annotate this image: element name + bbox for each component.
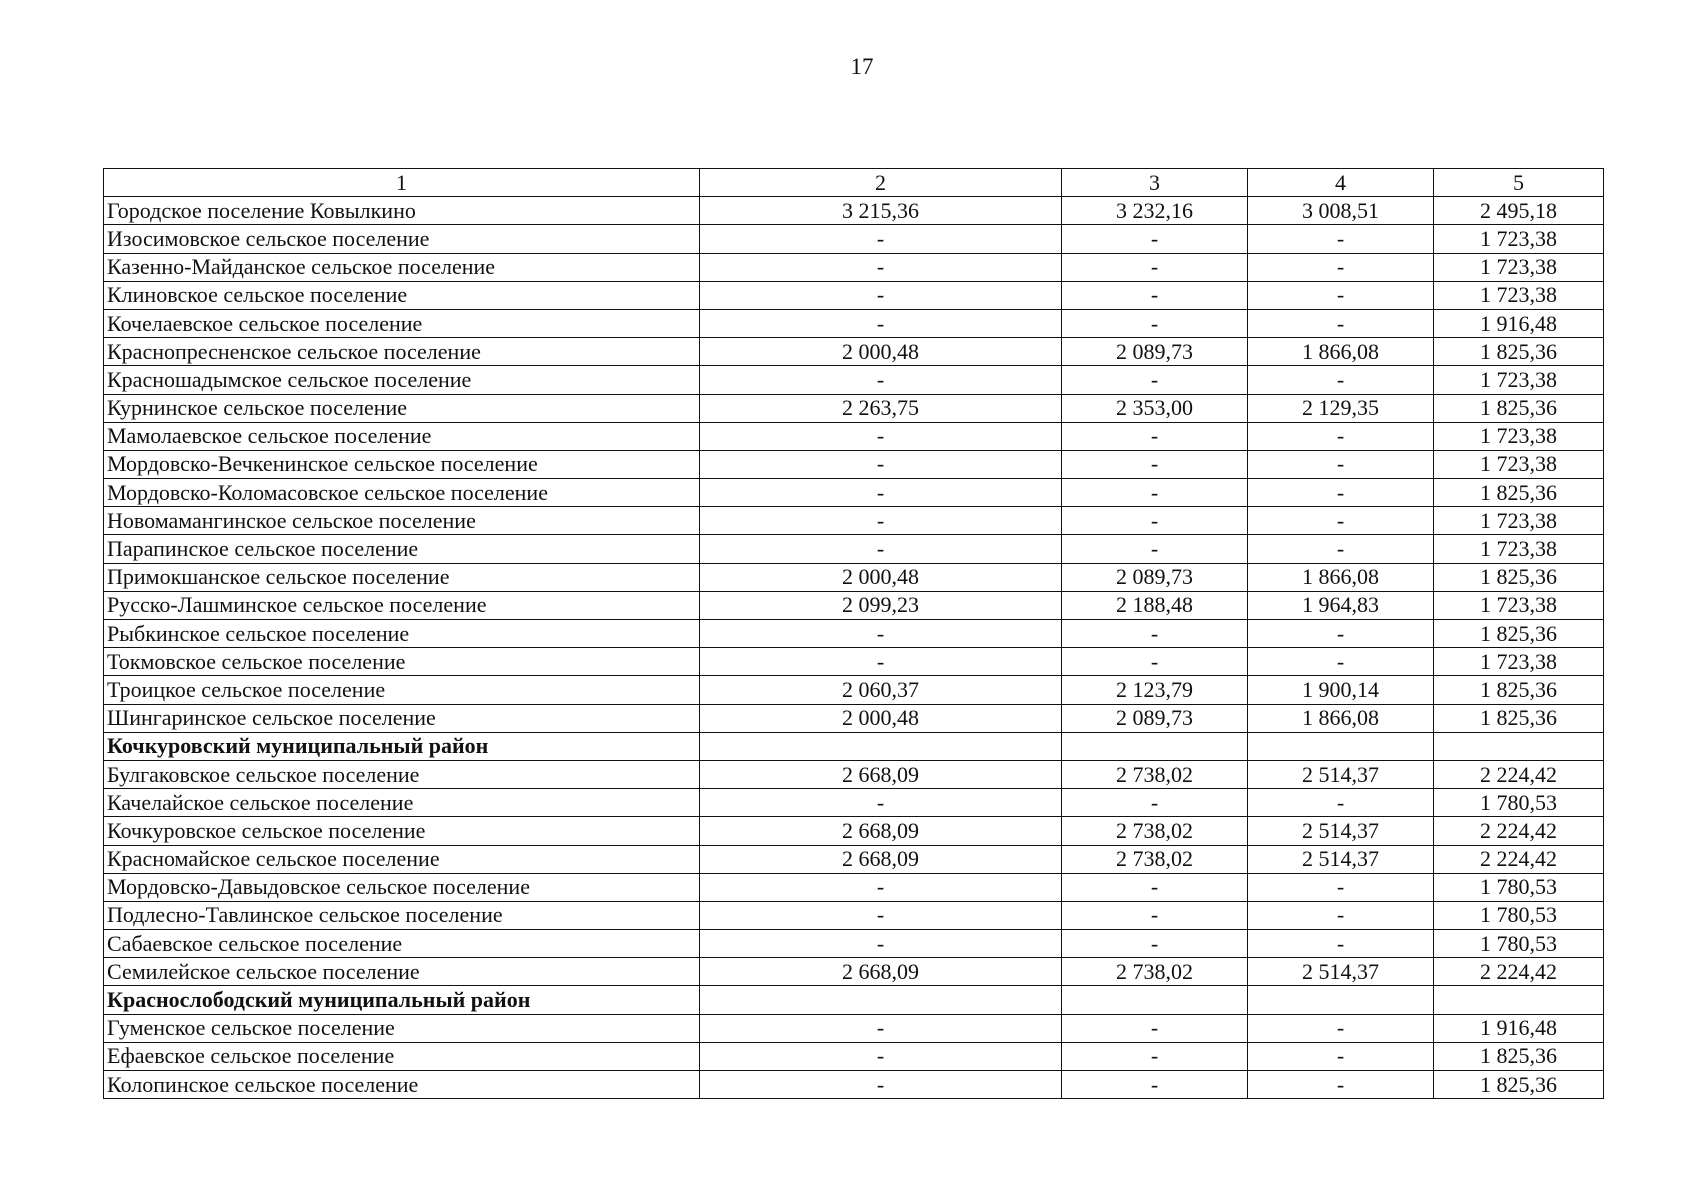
table-row bbox=[104, 1042, 1604, 1070]
settlement-name-cell: Троицкое сельское поселение bbox=[104, 676, 700, 704]
value-cell-col4: - bbox=[1248, 535, 1434, 563]
value-cell-col2: 2 668,09 bbox=[700, 958, 1062, 986]
settlement-name-cell: Казенно-Майданское сельское поселение bbox=[104, 253, 700, 281]
value-cell-col2: - bbox=[700, 309, 1062, 337]
table-row bbox=[104, 958, 1604, 986]
value-cell-col4: 2 129,35 bbox=[1248, 394, 1434, 422]
value-cell-col3 bbox=[1062, 986, 1248, 1014]
value-cell-col2: - bbox=[700, 281, 1062, 309]
value-cell-col5 bbox=[1434, 986, 1604, 1014]
table-row bbox=[104, 479, 1604, 507]
settlement-name-cell: Кочкуровское сельское поселение bbox=[104, 817, 700, 845]
value-cell-col2: 2 060,37 bbox=[700, 676, 1062, 704]
value-cell-col2: - bbox=[700, 930, 1062, 958]
value-cell-col3: - bbox=[1062, 901, 1248, 929]
value-cell-col5: 1 723,38 bbox=[1434, 535, 1604, 563]
column-header-3: 3 bbox=[1062, 169, 1248, 197]
value-cell-col4: - bbox=[1248, 1014, 1434, 1042]
table-row bbox=[104, 845, 1604, 873]
value-cell-col2: - bbox=[700, 1071, 1062, 1099]
value-cell-col3 bbox=[1062, 732, 1248, 760]
settlement-name-cell: Токмовское сельское поселение bbox=[104, 648, 700, 676]
settlement-name-cell: Кочелаевское сельское поселение bbox=[104, 309, 700, 337]
value-cell-col4: - bbox=[1248, 281, 1434, 309]
table-row bbox=[104, 930, 1604, 958]
table-row bbox=[104, 704, 1604, 732]
value-cell-col3: - bbox=[1062, 366, 1248, 394]
settlement-name-cell: Мордовско-Вечкенинское сельское поселение bbox=[104, 450, 700, 478]
table-row bbox=[104, 760, 1604, 788]
value-cell-col4: - bbox=[1248, 789, 1434, 817]
value-cell-col5: 1 723,38 bbox=[1434, 591, 1604, 619]
value-cell-col2: 2 000,48 bbox=[700, 338, 1062, 366]
value-cell-col5: 2 224,42 bbox=[1434, 817, 1604, 845]
settlement-name-cell: Колопинское сельское поселение bbox=[104, 1071, 700, 1099]
value-cell-col5: 1 723,38 bbox=[1434, 422, 1604, 450]
settlement-name-cell: Примокшанское сельское поселение bbox=[104, 563, 700, 591]
value-cell-col4: - bbox=[1248, 366, 1434, 394]
table-row bbox=[104, 225, 1604, 253]
value-cell-col2: - bbox=[700, 648, 1062, 676]
value-cell-col3: - bbox=[1062, 620, 1248, 648]
value-cell-col5: 1 780,53 bbox=[1434, 789, 1604, 817]
value-cell-col2: - bbox=[700, 450, 1062, 478]
value-cell-col4: - bbox=[1248, 479, 1434, 507]
column-header-4: 4 bbox=[1248, 169, 1434, 197]
value-cell-col4: 2 514,37 bbox=[1248, 817, 1434, 845]
value-cell-col5: 1 916,48 bbox=[1434, 309, 1604, 337]
value-cell-col2: 2 668,09 bbox=[700, 817, 1062, 845]
value-cell-col2: - bbox=[700, 253, 1062, 281]
value-cell-col5: 1 825,36 bbox=[1434, 676, 1604, 704]
value-cell-col3: - bbox=[1062, 309, 1248, 337]
value-cell-col5: 1 780,53 bbox=[1434, 873, 1604, 901]
value-cell-col5: 1 825,36 bbox=[1434, 704, 1604, 732]
value-cell-col5: 2 495,18 bbox=[1434, 197, 1604, 225]
value-cell-col4: 1 900,14 bbox=[1248, 676, 1434, 704]
value-cell-col2: 2 000,48 bbox=[700, 704, 1062, 732]
value-cell-col4: 1 866,08 bbox=[1248, 563, 1434, 591]
settlement-name-cell: Новомамангинское сельское поселение bbox=[104, 507, 700, 535]
value-cell-col4: - bbox=[1248, 648, 1434, 676]
table-row bbox=[104, 563, 1604, 591]
table-row bbox=[104, 1014, 1604, 1042]
value-cell-col3: - bbox=[1062, 648, 1248, 676]
value-cell-col4: - bbox=[1248, 507, 1434, 535]
value-cell-col5: 1 723,38 bbox=[1434, 366, 1604, 394]
value-cell-col5: 1 825,36 bbox=[1434, 1071, 1604, 1099]
settlement-name-cell: Шингаринское сельское поселение bbox=[104, 704, 700, 732]
settlement-name-cell: Краснопресненское сельское поселение bbox=[104, 338, 700, 366]
table-section-row bbox=[104, 986, 1604, 1014]
value-cell-col3: - bbox=[1062, 1014, 1248, 1042]
settlement-name-cell: Парапинское сельское поселение bbox=[104, 535, 700, 563]
value-cell-col5: 1 825,36 bbox=[1434, 479, 1604, 507]
value-cell-col5: 1 723,38 bbox=[1434, 450, 1604, 478]
table-row bbox=[104, 591, 1604, 619]
settlement-name-cell: Качелайское сельское поселение bbox=[104, 789, 700, 817]
value-cell-col3: - bbox=[1062, 507, 1248, 535]
value-cell-col3: 2 353,00 bbox=[1062, 394, 1248, 422]
table-row bbox=[104, 450, 1604, 478]
value-cell-col2: 2 099,23 bbox=[700, 591, 1062, 619]
value-cell-col3: 2 738,02 bbox=[1062, 817, 1248, 845]
settlement-name-cell: Сабаевское сельское поселение bbox=[104, 930, 700, 958]
value-cell-col2: - bbox=[700, 422, 1062, 450]
value-cell-col4: 1 964,83 bbox=[1248, 591, 1434, 619]
value-cell-col3: - bbox=[1062, 873, 1248, 901]
value-cell-col2 bbox=[700, 986, 1062, 1014]
table-row bbox=[104, 338, 1604, 366]
value-cell-col5: 1 825,36 bbox=[1434, 620, 1604, 648]
value-cell-col4: 1 866,08 bbox=[1248, 704, 1434, 732]
value-cell-col4: - bbox=[1248, 873, 1434, 901]
value-cell-col3: - bbox=[1062, 479, 1248, 507]
value-cell-col2: - bbox=[700, 507, 1062, 535]
value-cell-col2: 2 668,09 bbox=[700, 760, 1062, 788]
value-cell-col4: - bbox=[1248, 422, 1434, 450]
table-row bbox=[104, 901, 1604, 929]
value-cell-col3: 2 089,73 bbox=[1062, 338, 1248, 366]
settlement-name-cell: Городское поселение Ковылкино bbox=[104, 197, 700, 225]
value-cell-col4 bbox=[1248, 732, 1434, 760]
settlement-name-cell: Красномайское сельское поселение bbox=[104, 845, 700, 873]
value-cell-col4: 3 008,51 bbox=[1248, 197, 1434, 225]
table-row bbox=[104, 281, 1604, 309]
settlement-name-cell: Мордовско-Коломасовское сельское поселение bbox=[104, 479, 700, 507]
value-cell-col3: - bbox=[1062, 1042, 1248, 1070]
table-row bbox=[104, 789, 1604, 817]
value-cell-col4: 2 514,37 bbox=[1248, 760, 1434, 788]
value-cell-col2: - bbox=[700, 1014, 1062, 1042]
settlement-name-cell: Мамолаевское сельское поселение bbox=[104, 422, 700, 450]
settlement-name-cell: Кочкуровский муниципальный район bbox=[104, 732, 700, 760]
value-cell-col4: 2 514,37 bbox=[1248, 958, 1434, 986]
value-cell-col5: 1 723,38 bbox=[1434, 225, 1604, 253]
value-cell-col5: 1 825,36 bbox=[1434, 563, 1604, 591]
value-cell-col3: 2 188,48 bbox=[1062, 591, 1248, 619]
value-cell-col4: - bbox=[1248, 253, 1434, 281]
value-cell-col4 bbox=[1248, 986, 1434, 1014]
value-cell-col4: - bbox=[1248, 225, 1434, 253]
value-cell-col5: 1 723,38 bbox=[1434, 648, 1604, 676]
value-cell-col2: - bbox=[700, 225, 1062, 253]
value-cell-col5: 1 825,36 bbox=[1434, 1042, 1604, 1070]
column-header-5: 5 bbox=[1434, 169, 1604, 197]
table-row bbox=[104, 394, 1604, 422]
settlement-name-cell: Семилейское сельское поселение bbox=[104, 958, 700, 986]
value-cell-col3: - bbox=[1062, 422, 1248, 450]
value-cell-col5: 1 723,38 bbox=[1434, 281, 1604, 309]
value-cell-col4: - bbox=[1248, 1071, 1434, 1099]
value-cell-col2: 2 263,75 bbox=[700, 394, 1062, 422]
value-cell-col2: 3 215,36 bbox=[700, 197, 1062, 225]
value-cell-col4: - bbox=[1248, 1042, 1434, 1070]
table-row bbox=[104, 648, 1604, 676]
settlement-name-cell: Красношадымское сельское поселение bbox=[104, 366, 700, 394]
settlement-name-cell: Клиновское сельское поселение bbox=[104, 281, 700, 309]
settlement-name-cell: Булгаковское сельское поселение bbox=[104, 760, 700, 788]
table-row bbox=[104, 253, 1604, 281]
value-cell-col2: - bbox=[700, 535, 1062, 563]
value-cell-col2: - bbox=[700, 873, 1062, 901]
settlement-name-cell: Мордовско-Давыдовское сельское поселение bbox=[104, 873, 700, 901]
value-cell-col3: 2 089,73 bbox=[1062, 563, 1248, 591]
value-cell-col5 bbox=[1434, 732, 1604, 760]
value-cell-col5: 2 224,42 bbox=[1434, 760, 1604, 788]
value-cell-col4: - bbox=[1248, 309, 1434, 337]
value-cell-col2: 2 000,48 bbox=[700, 563, 1062, 591]
table-section-row bbox=[104, 732, 1604, 760]
table-row bbox=[104, 1071, 1604, 1099]
table-row bbox=[104, 676, 1604, 704]
value-cell-col5: 1 723,38 bbox=[1434, 507, 1604, 535]
value-cell-col3: 2 089,73 bbox=[1062, 704, 1248, 732]
value-cell-col3: - bbox=[1062, 535, 1248, 563]
value-cell-col2: - bbox=[700, 901, 1062, 929]
value-cell-col3: 2 738,02 bbox=[1062, 760, 1248, 788]
value-cell-col3: - bbox=[1062, 253, 1248, 281]
table-row bbox=[104, 817, 1604, 845]
settlement-name-cell: Рыбкинское сельское поселение bbox=[104, 620, 700, 648]
value-cell-col2: - bbox=[700, 620, 1062, 648]
value-cell-col5: 1 825,36 bbox=[1434, 338, 1604, 366]
settlement-name-cell: Русско-Лашминское сельское поселение bbox=[104, 591, 700, 619]
table-row bbox=[104, 620, 1604, 648]
value-cell-col3: 2 123,79 bbox=[1062, 676, 1248, 704]
value-cell-col4: - bbox=[1248, 620, 1434, 648]
table-row bbox=[104, 422, 1604, 450]
column-header-2: 2 bbox=[700, 169, 1062, 197]
table-row bbox=[104, 309, 1604, 337]
table-row bbox=[104, 873, 1604, 901]
value-cell-col5: 1 825,36 bbox=[1434, 394, 1604, 422]
table-row bbox=[104, 535, 1604, 563]
settlement-name-cell: Изосимовское сельское поселение bbox=[104, 225, 700, 253]
value-cell-col4: - bbox=[1248, 930, 1434, 958]
settlement-name-cell: Гуменское сельское поселение bbox=[104, 1014, 700, 1042]
value-cell-col5: 1 723,38 bbox=[1434, 253, 1604, 281]
value-cell-col3: - bbox=[1062, 789, 1248, 817]
tariff-table bbox=[103, 168, 1604, 1099]
value-cell-col2: - bbox=[700, 789, 1062, 817]
settlement-name-cell: Краснослободский муниципальный район bbox=[104, 986, 700, 1014]
value-cell-col5: 1 916,48 bbox=[1434, 1014, 1604, 1042]
value-cell-col2: - bbox=[700, 1042, 1062, 1070]
value-cell-col3: 2 738,02 bbox=[1062, 958, 1248, 986]
value-cell-col2 bbox=[700, 732, 1062, 760]
page-number: 17 bbox=[850, 54, 874, 79]
value-cell-col2: - bbox=[700, 479, 1062, 507]
value-cell-col3: - bbox=[1062, 1071, 1248, 1099]
value-cell-col3: - bbox=[1062, 450, 1248, 478]
table-row bbox=[104, 507, 1604, 535]
value-cell-col4: - bbox=[1248, 450, 1434, 478]
value-cell-col2: 2 668,09 bbox=[700, 845, 1062, 873]
value-cell-col2: - bbox=[700, 366, 1062, 394]
table-header-row bbox=[104, 169, 1604, 197]
value-cell-col5: 1 780,53 bbox=[1434, 901, 1604, 929]
table-row bbox=[104, 366, 1604, 394]
value-cell-col3: 2 738,02 bbox=[1062, 845, 1248, 873]
settlement-name-cell: Курнинское сельское поселение bbox=[104, 394, 700, 422]
value-cell-col5: 1 780,53 bbox=[1434, 930, 1604, 958]
settlement-name-cell: Ефаевское сельское поселение bbox=[104, 1042, 700, 1070]
value-cell-col4: - bbox=[1248, 901, 1434, 929]
value-cell-col3: - bbox=[1062, 281, 1248, 309]
settlement-name-cell: Подлесно-Тавлинское сельское поселение bbox=[104, 901, 700, 929]
value-cell-col5: 2 224,42 bbox=[1434, 958, 1604, 986]
column-header-1: 1 bbox=[104, 169, 700, 197]
value-cell-col3: 3 232,16 bbox=[1062, 197, 1248, 225]
value-cell-col3: - bbox=[1062, 930, 1248, 958]
value-cell-col4: 2 514,37 bbox=[1248, 845, 1434, 873]
value-cell-col5: 2 224,42 bbox=[1434, 845, 1604, 873]
value-cell-col3: - bbox=[1062, 225, 1248, 253]
table-body bbox=[104, 197, 1604, 1099]
value-cell-col4: 1 866,08 bbox=[1248, 338, 1434, 366]
table-row bbox=[104, 197, 1604, 225]
